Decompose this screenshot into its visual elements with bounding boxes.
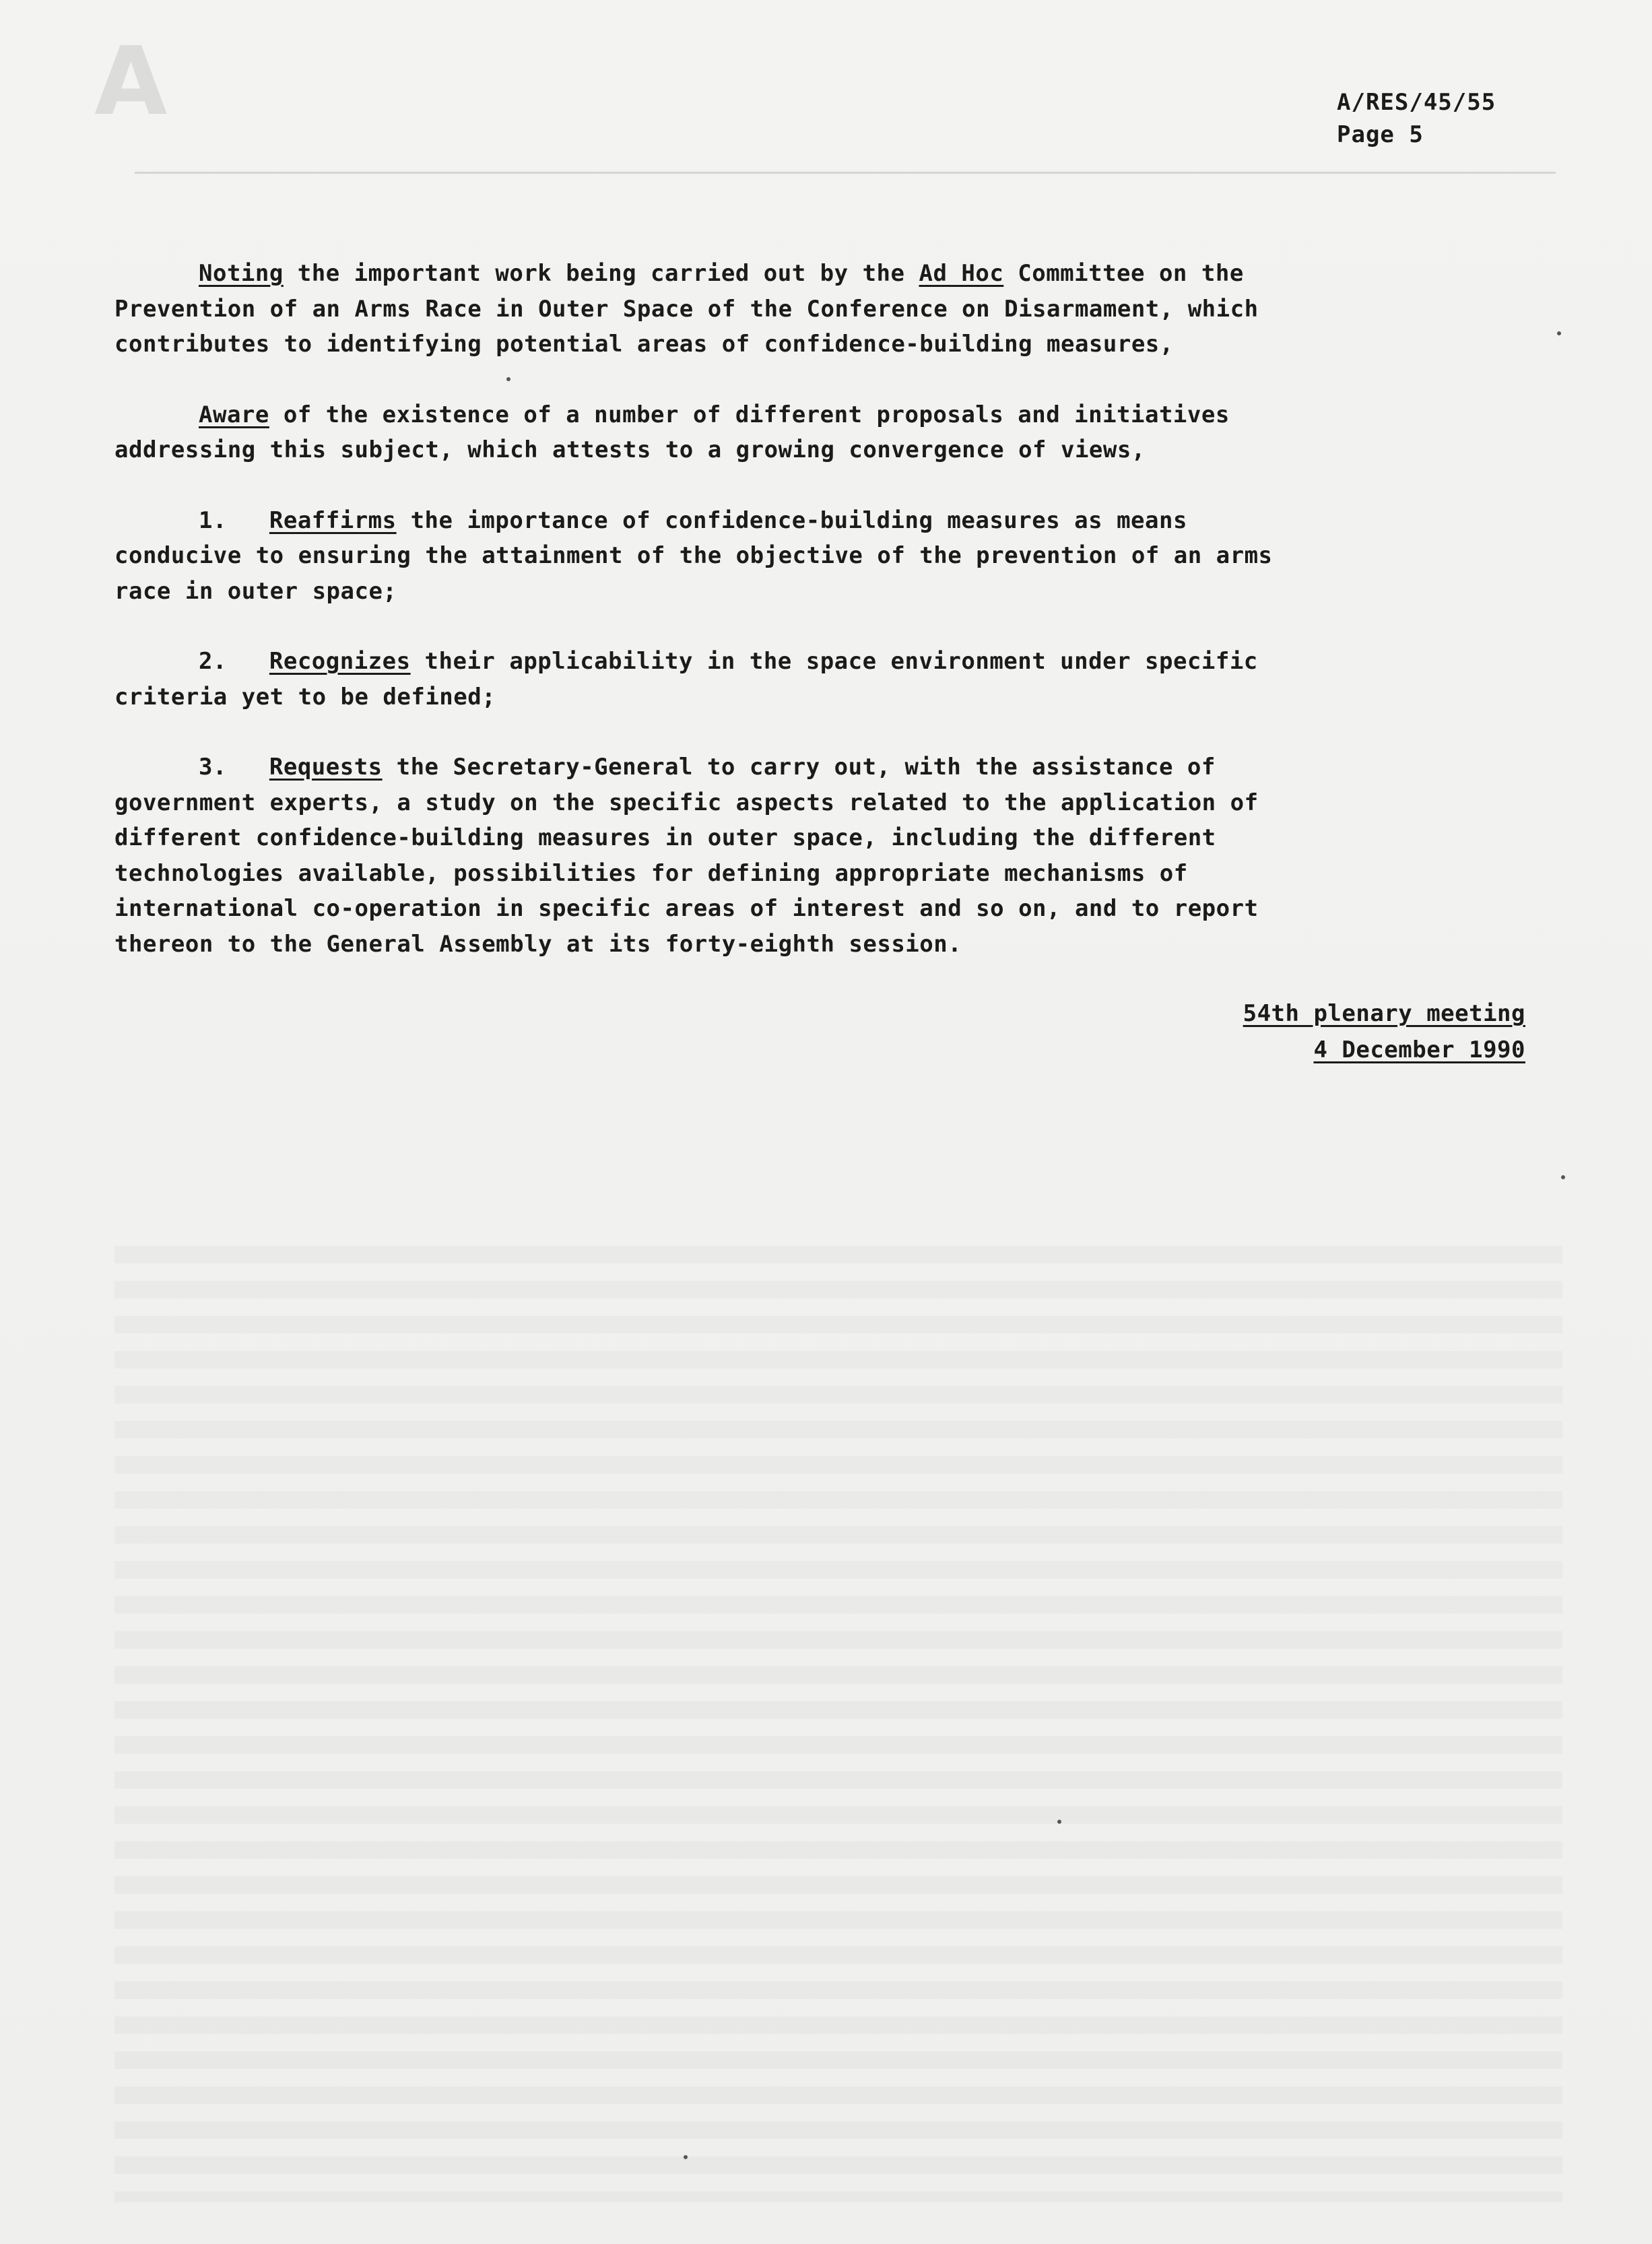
op3-line-6: thereon to the General Assembly at its forty-eighth session. [114,930,962,958]
paragraph-noting [114,256,1535,362]
noting-line-3: contributes to identifying potential areas of confidence-building measures, [114,331,1174,358]
op1-number: 1. [199,506,227,534]
document-reference [1337,86,1496,151]
op1-text: the importance of confidence-building measures as means [396,506,1187,534]
ad-hoc-term: Ad Hoc [919,260,1004,287]
aware-text: of the existence of a number of different proposals and initiatives [269,401,1230,428]
op1-line-3: race in outer space; [114,577,397,605]
paragraph-aware [114,397,1535,468]
op3-line-2: government experts, a study on the specific aspects related to the application of [114,789,1259,816]
bleed-through-texture [114,1246,1562,2202]
op3-number: 3. [199,754,227,781]
op3-line-3: different confidence-building measures in outer space, including the different [114,824,1216,851]
operative-paragraph-3 [114,750,1535,962]
op2-number: 2. [199,648,227,675]
noting-text-end: Committee on the [1003,260,1244,287]
scan-speck [684,2155,688,2159]
document-symbol: A/RES/45/55 [1337,89,1496,116]
scan-speck [1557,331,1561,335]
operative-paragraph-1 [114,503,1535,609]
noting-keyword: Noting [199,260,284,287]
plenary-meeting: 54th plenary meeting [1243,1000,1525,1027]
op3-verb: Requests [269,754,383,781]
scan-speck [1561,1175,1565,1179]
header-rule [135,172,1556,174]
aware-keyword: Aware [199,401,269,428]
resolution-body [114,256,1535,997]
page-number: Page 5 [1337,121,1424,148]
scan-speck [506,377,510,381]
op2-text: their applicability in the space environment under specific [410,648,1258,675]
aware-line-2: addressing this subject, which attests to a growing convergence of views, [114,436,1146,463]
noting-text: the important work being carried out by the [283,260,919,287]
op2-line-2: criteria yet to be defined; [114,683,496,711]
op3-line-4: technologies available, possibilities for defining appropriate mechanisms of [114,859,1188,887]
noting-line-2: Prevention of an Arms Race in Outer Space of the Conference on Disarmament, which [114,295,1259,323]
scan-speck [1057,1820,1061,1824]
op1-verb: Reaffirms [269,506,397,534]
meeting-date: 4 December 1990 [1313,1036,1525,1063]
op3-line-5: international co-operation in specific areas of interest and so on, and to report [114,895,1259,922]
op2-verb: Recognizes [269,648,411,675]
meeting-signoff [1243,995,1525,1068]
op3-text: the Secretary-General to carry out, with the assistance of [382,754,1216,781]
bleed-through-letter: A [94,27,168,137]
operative-paragraph-2 [114,644,1535,715]
op1-line-2: conducive to ensuring the attainment of the objective of the prevention of an arms [114,542,1273,569]
